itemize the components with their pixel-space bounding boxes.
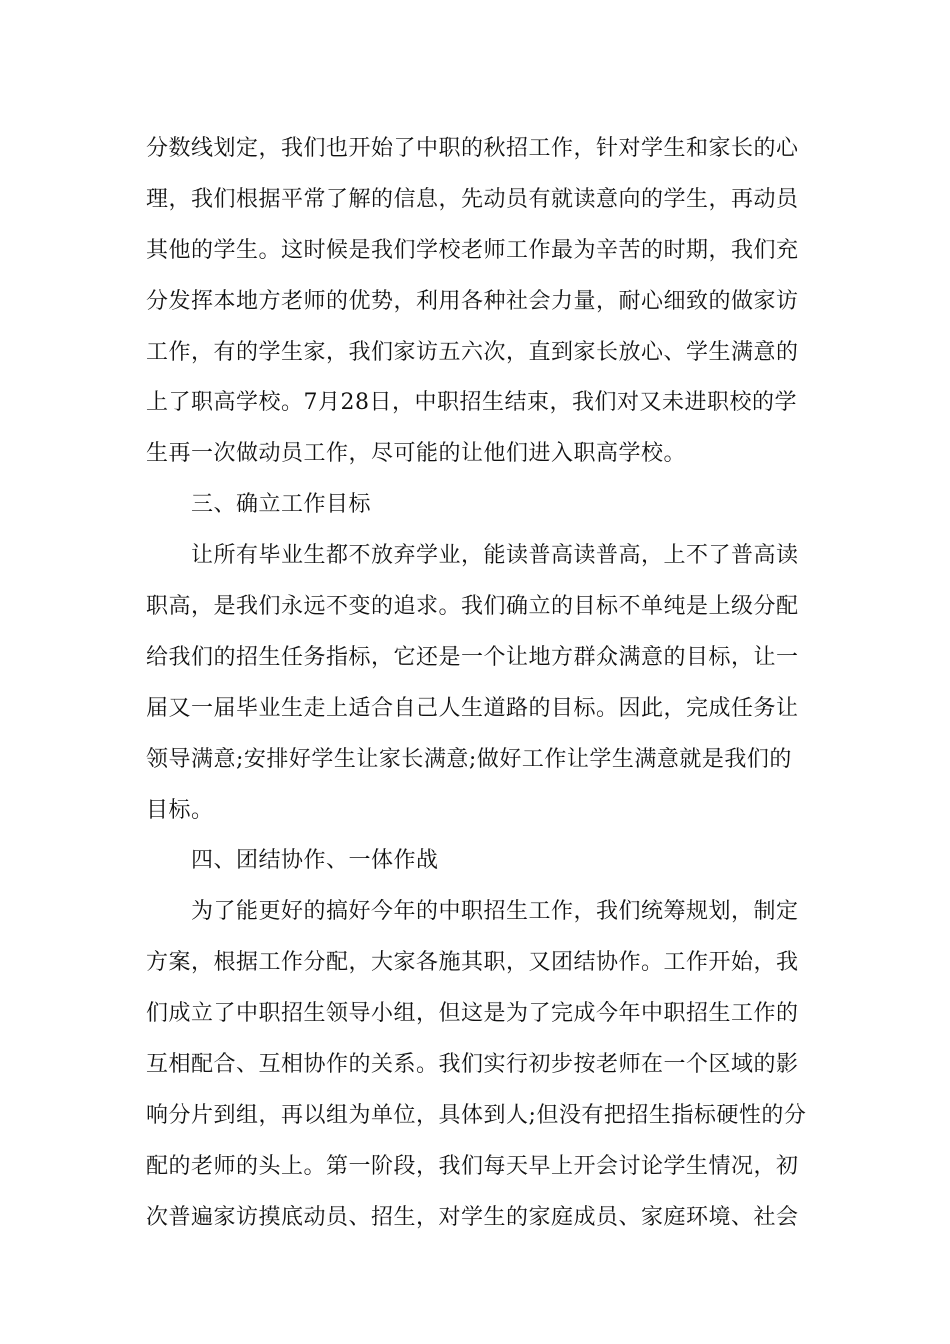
document-body [146,124,811,1244]
text-line: 职高，是我们永远不变的追求。我们确立的目标不单纯是上级分配 [146,594,799,620]
text-line: 们成立了中职招生领导小组，但这是为了完成今年中职招生工作的 [146,1001,799,1027]
section-heading: 三、确立工作目标 [191,492,372,518]
text-line: 其他的学生。这时候是我们学校老师工作最为辛苦的时期，我们充 [146,237,799,263]
text-line: 为了能更好的搞好今年的中职招生工作，我们统筹规划，制定 [191,899,799,925]
text-line: 配的老师的头上。第一阶段，我们每天早上开会讨论学生情况，初 [146,1153,799,1179]
text-line: 响分片到组，再以组为单位，具体到人;但没有把招生指标硬性的分 [146,1102,807,1128]
text-line: 工作，有的学生家，我们家访五六次，直到家长放心、学生满意的 [146,339,799,365]
text-line: 互相配合、互相协作的关系。我们实行初步按老师在一个区域的影 [146,1052,799,1078]
text-line: 次普遍家访摸底动员、招生，对学生的家庭成员、家庭环境、社会 [146,1204,799,1230]
text-line: 方案，根据工作分配，大家各施其职，又团结协作。工作开始，我 [146,950,799,976]
text-line: 让所有毕业生都不放弃学业，能读普高读普高，上不了普高读 [191,543,799,569]
text-line: 生再一次做动员工作，尽可能的让他们进入职高学校。 [146,441,687,467]
text-line: 分发挥本地方老师的优势，利用各种社会力量，耐心细致的做家访 [146,288,799,314]
text-line: 分数线划定，我们也开始了中职的秋招工作，针对学生和家长的心 [146,136,799,161]
text-line: 领导满意;安排好学生让家长满意;做好工作让学生满意就是我们的 [146,746,792,772]
section-heading: 四、团结协作、一体作战 [191,848,439,874]
text-line: 上了职高学校。7月28日，中职招生结束，我们对又未进职校的学 [146,390,797,416]
text-line: 届又一届毕业生走上适合自己人生道路的目标。因此，完成任务让 [146,695,799,721]
text-line: 目标。 [146,797,214,823]
text-line: 理，我们根据平常了解的信息，先动员有就读意向的学生，再动员 [146,186,799,212]
text-line: 给我们的招生任务指标，它还是一个让地方群众满意的目标，让一 [146,644,799,670]
